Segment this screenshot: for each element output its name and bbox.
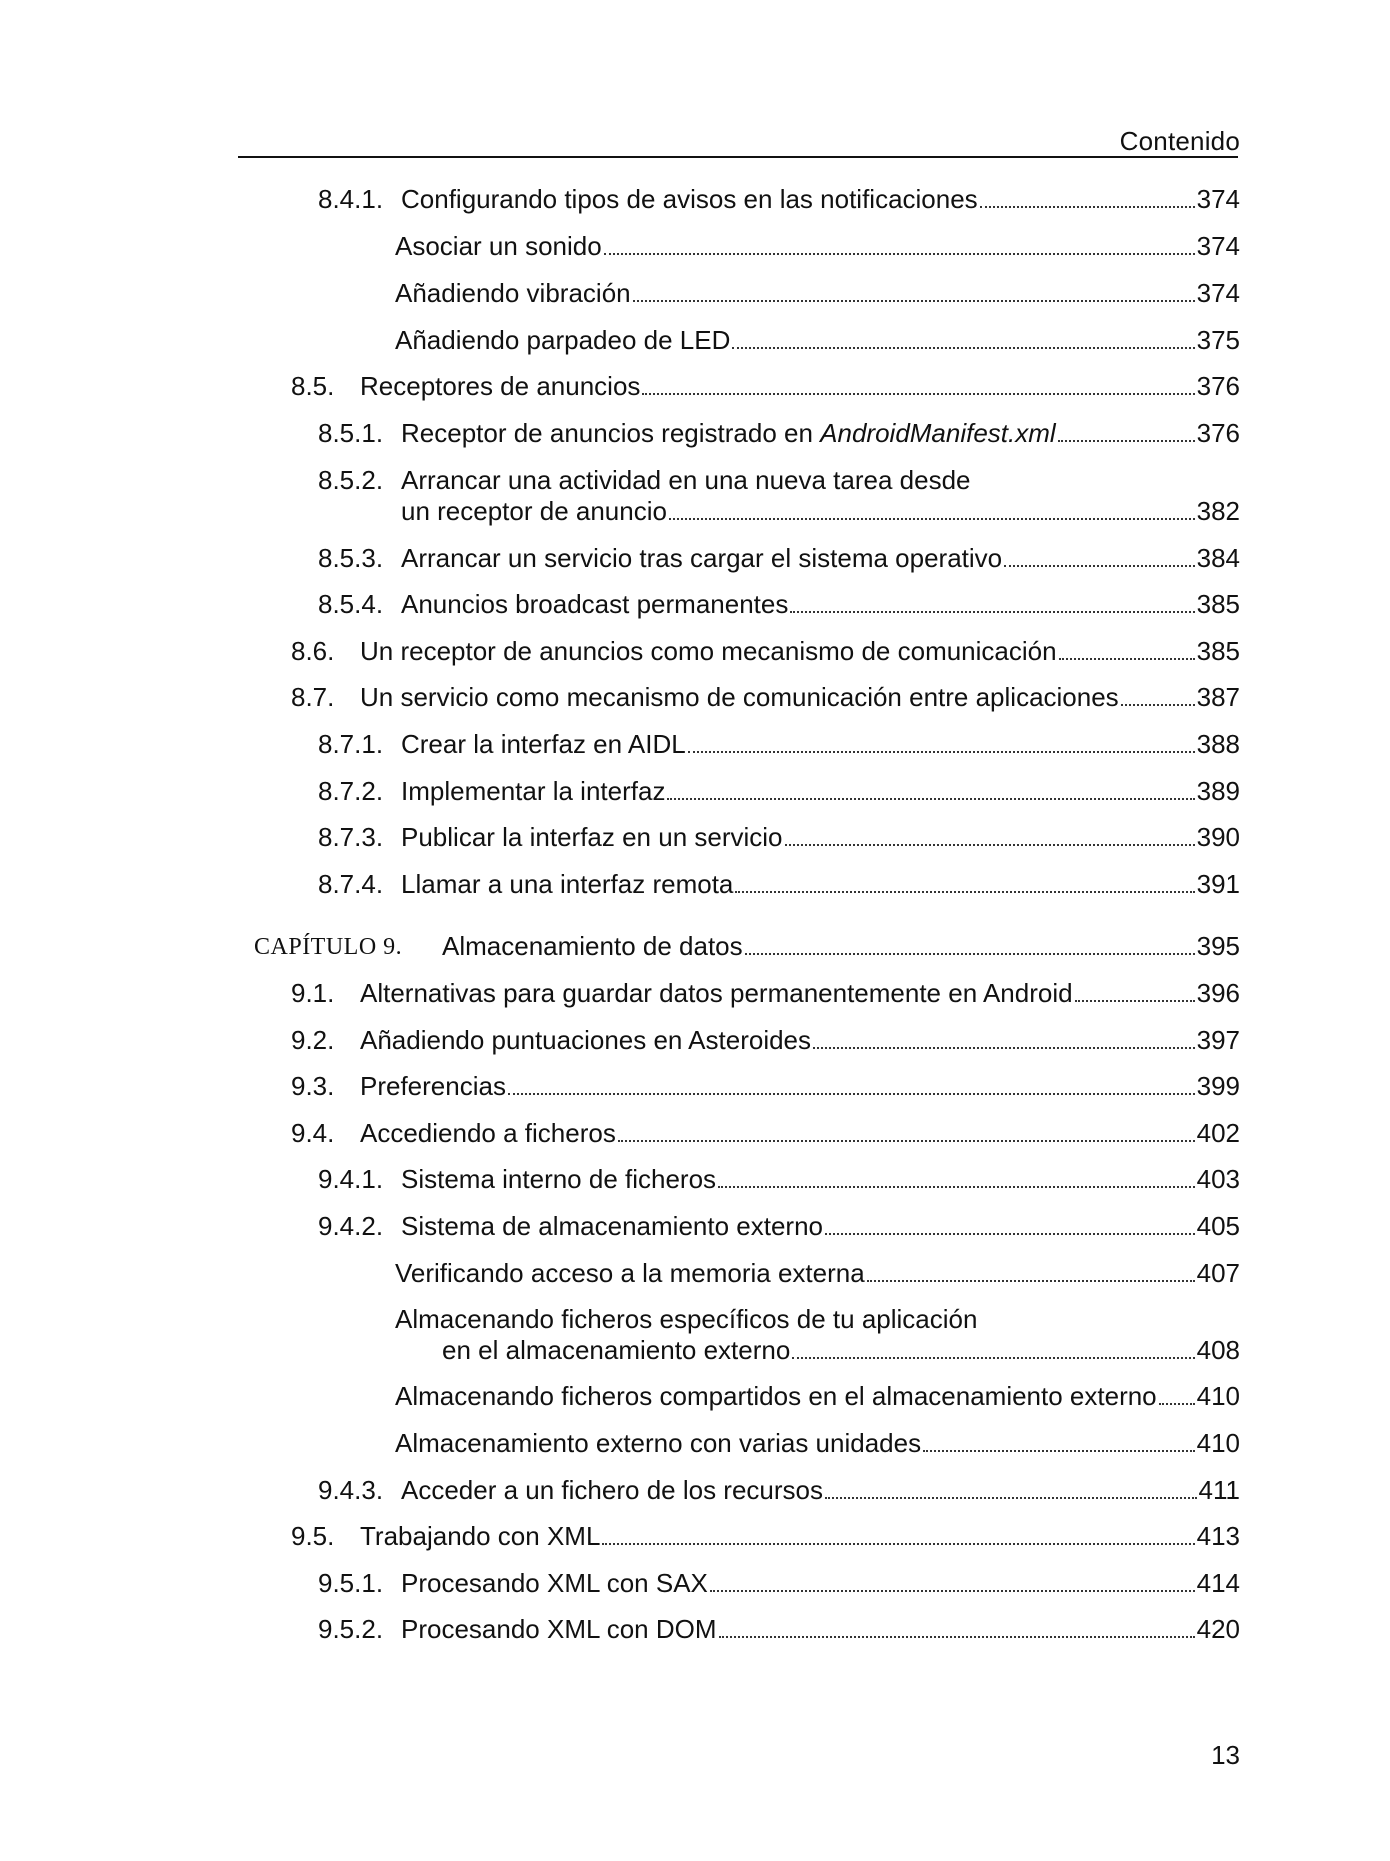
toc-page: 376 — [1196, 371, 1240, 401]
leader-dots — [923, 1450, 1195, 1452]
toc-entry[interactable] — [401, 589, 1240, 619]
toc-page: 391 — [1196, 869, 1240, 899]
toc-number: 8.4.1. — [318, 184, 384, 214]
toc-number: 8.7.4. — [318, 869, 384, 899]
toc-number: 8.6. — [291, 636, 335, 666]
toc-entry[interactable] — [395, 231, 1240, 261]
toc-page: 407 — [1196, 1258, 1240, 1288]
toc-title: Añadiendo parpadeo de LED — [395, 325, 731, 355]
toc-number: 8.5.2. — [318, 465, 384, 495]
leader-dots — [667, 798, 1194, 800]
toc-number: 8.5.3. — [318, 543, 384, 573]
toc-entry[interactable] — [401, 496, 1240, 526]
toc-page: 405 — [1196, 1211, 1240, 1241]
header-rule — [238, 156, 1238, 158]
toc-page: 420 — [1196, 1614, 1240, 1644]
toc-title: Receptores de anuncios — [360, 371, 641, 401]
leader-dots — [688, 751, 1195, 753]
toc-title: Accediendo a ficheros — [360, 1118, 616, 1148]
toc-title: Sistema interno de ficheros — [401, 1164, 717, 1194]
toc-number: 8.7.1. — [318, 729, 384, 759]
toc-page: 397 — [1196, 1025, 1240, 1055]
toc-entry[interactable] — [395, 1258, 1240, 1288]
leader-dots — [790, 611, 1194, 613]
toc-title-italic: AndroidManifest.xml — [820, 418, 1056, 448]
toc-title: un receptor de anuncio — [401, 496, 667, 526]
leader-dots — [980, 206, 1195, 208]
leader-dots — [792, 1357, 1194, 1359]
toc-entry[interactable] — [395, 1381, 1240, 1411]
toc-number: 9.1. — [291, 978, 335, 1008]
toc-number: 8.5.4. — [318, 589, 384, 619]
toc-page: 399 — [1196, 1071, 1240, 1101]
toc-title: Publicar la interfaz en un servicio — [401, 822, 783, 852]
toc-title: Asociar un sonido — [395, 231, 602, 261]
toc-entry[interactable] — [360, 371, 1240, 401]
toc-page: 410 — [1196, 1428, 1240, 1458]
toc-title: Añadiendo vibración — [395, 278, 631, 308]
toc-entry[interactable] — [360, 978, 1240, 1008]
toc-page: 411 — [1198, 1475, 1240, 1505]
toc-number: 9.3. — [291, 1071, 335, 1101]
toc-entry[interactable] — [401, 184, 1240, 214]
toc-page: 389 — [1196, 776, 1240, 806]
toc-title: Implementar la interfaz — [401, 776, 666, 806]
leader-dots — [1004, 565, 1194, 567]
toc-entry[interactable] — [401, 1211, 1240, 1241]
toc-title: Almacenando ficheros compartidos en el almacenamiento externo — [395, 1381, 1157, 1411]
toc-number: 8.7.2. — [318, 776, 384, 806]
toc-number: 9.5. — [291, 1521, 335, 1551]
toc-title-text: Receptor de anuncios registrado en — [401, 418, 821, 448]
leader-dots — [745, 953, 1195, 955]
toc-entry[interactable] — [360, 1071, 1240, 1101]
toc-page: 408 — [1196, 1335, 1240, 1365]
leader-dots — [633, 300, 1195, 302]
toc-title-line1: Almacenando ficheros específicos de tu aplicación — [395, 1304, 978, 1334]
toc-entry[interactable] — [401, 543, 1240, 573]
leader-dots — [602, 1543, 1194, 1545]
toc-title: en el almacenamiento externo — [442, 1335, 791, 1365]
leader-dots — [813, 1047, 1195, 1049]
toc-number: 9.4.1. — [318, 1164, 384, 1194]
toc-page: 374 — [1196, 184, 1240, 214]
toc-page: 382 — [1196, 496, 1240, 526]
toc-title: Preferencias — [360, 1071, 506, 1101]
toc-title: Sistema de almacenamiento externo — [401, 1211, 824, 1241]
toc-title: Un receptor de anuncios como mecanismo de comunicación — [360, 636, 1057, 666]
toc-title: Verificando acceso a la memoria externa — [395, 1258, 865, 1288]
toc-title: Almacenamiento de datos — [442, 931, 743, 961]
toc-title: Un servicio como mecanismo de comunicación entre aplicaciones — [360, 682, 1119, 712]
toc-number: 9.4.2. — [318, 1211, 384, 1241]
toc-title: Crear la interfaz en AIDL — [401, 729, 686, 759]
leader-dots — [735, 891, 1194, 893]
toc-title: Arrancar un servicio tras cargar el sistema operativo — [401, 543, 1003, 573]
toc-number: 9.5.2. — [318, 1614, 384, 1644]
toc-page: 395 — [1196, 931, 1240, 961]
toc-entry[interactable] — [401, 869, 1240, 899]
leader-dots — [785, 844, 1195, 846]
toc-page: 403 — [1196, 1164, 1240, 1194]
toc-title: Configurando tipos de avisos en las notificaciones — [401, 184, 978, 214]
leader-dots — [1058, 440, 1195, 442]
toc-entry[interactable] — [360, 1521, 1240, 1551]
toc-title: Almacenamiento externo con varias unidades — [395, 1428, 922, 1458]
toc-title: Procesando XML con DOM — [401, 1614, 717, 1644]
toc-page: 410 — [1196, 1381, 1240, 1411]
toc-page: 385 — [1196, 589, 1240, 619]
toc-number: 9.5.1. — [318, 1568, 384, 1598]
toc-entry[interactable] — [360, 1118, 1240, 1148]
toc-entry[interactable] — [442, 931, 1240, 961]
leader-dots — [508, 1093, 1195, 1095]
toc-page: 376 — [1196, 418, 1240, 448]
leader-dots — [669, 518, 1195, 520]
toc-title: Acceder a un fichero de los recursos — [401, 1475, 823, 1505]
leader-dots — [1159, 1403, 1195, 1405]
toc-page: 388 — [1196, 729, 1240, 759]
running-header: Contenido — [1119, 126, 1240, 156]
toc-page: 396 — [1196, 978, 1240, 1008]
toc-entry[interactable] — [401, 1614, 1240, 1644]
toc-page: 374 — [1196, 278, 1240, 308]
toc-entry[interactable] — [401, 418, 1240, 448]
toc-page: 384 — [1196, 543, 1240, 573]
chapter-label: CAPÍTULO 9. — [254, 934, 403, 960]
toc-entry[interactable] — [401, 776, 1240, 806]
leader-dots — [825, 1497, 1197, 1499]
toc-entry[interactable] — [401, 1164, 1240, 1194]
toc-number: 9.4.3. — [318, 1475, 384, 1505]
toc-entry[interactable] — [401, 1475, 1240, 1505]
leader-dots — [1059, 658, 1195, 660]
toc-page: 385 — [1196, 636, 1240, 666]
leader-dots — [719, 1636, 1195, 1638]
toc-entry[interactable] — [395, 1428, 1240, 1458]
leader-dots — [1075, 1000, 1195, 1002]
toc-page: 375 — [1196, 325, 1240, 355]
leader-dots — [642, 393, 1194, 395]
toc-number: 9.2. — [291, 1025, 335, 1055]
toc-page: 387 — [1196, 682, 1240, 712]
page-number: 13 — [1211, 1740, 1240, 1770]
toc-title: Alternativas para guardar datos permanentemente en Android — [360, 978, 1073, 1008]
toc-title: Llamar a una interfaz remota — [401, 869, 734, 899]
toc-entry[interactable] — [360, 682, 1240, 712]
toc-number: 8.7.3. — [318, 822, 384, 852]
leader-dots — [1121, 704, 1195, 706]
toc-entry[interactable] — [360, 636, 1240, 666]
leader-dots — [710, 1590, 1195, 1592]
toc-page: 390 — [1196, 822, 1240, 852]
toc-page: 402 — [1196, 1118, 1240, 1148]
toc-entry[interactable] — [395, 278, 1240, 308]
leader-dots — [618, 1140, 1195, 1142]
toc-entry[interactable] — [401, 1568, 1240, 1598]
toc-title: Procesando XML con SAX — [401, 1568, 708, 1598]
toc-entry[interactable] — [401, 729, 1240, 759]
toc-title-line1: Arrancar una actividad en una nueva tarea desde — [401, 465, 971, 495]
leader-dots — [825, 1233, 1195, 1235]
toc-entry[interactable] — [442, 1335, 1240, 1365]
toc-entry[interactable] — [401, 822, 1240, 852]
toc-number: 9.4. — [291, 1118, 335, 1148]
toc-page: 413 — [1196, 1521, 1240, 1551]
toc-entry[interactable] — [395, 325, 1240, 355]
toc-page: 414 — [1196, 1568, 1240, 1598]
toc-title: Añadiendo puntuaciones en Asteroides — [360, 1025, 812, 1055]
toc-title: Anuncios broadcast permanentes — [401, 589, 789, 619]
toc-title — [401, 418, 1056, 448]
leader-dots — [732, 347, 1194, 349]
leader-dots — [604, 253, 1195, 255]
toc-number: 8.5.1. — [318, 418, 384, 448]
toc-title: Trabajando con XML — [360, 1521, 601, 1551]
toc-number: 8.7. — [291, 682, 335, 712]
leader-dots — [718, 1186, 1195, 1188]
toc-page: 374 — [1196, 231, 1240, 261]
toc-number: 8.5. — [291, 371, 335, 401]
leader-dots — [867, 1280, 1195, 1282]
toc-entry[interactable] — [360, 1025, 1240, 1055]
